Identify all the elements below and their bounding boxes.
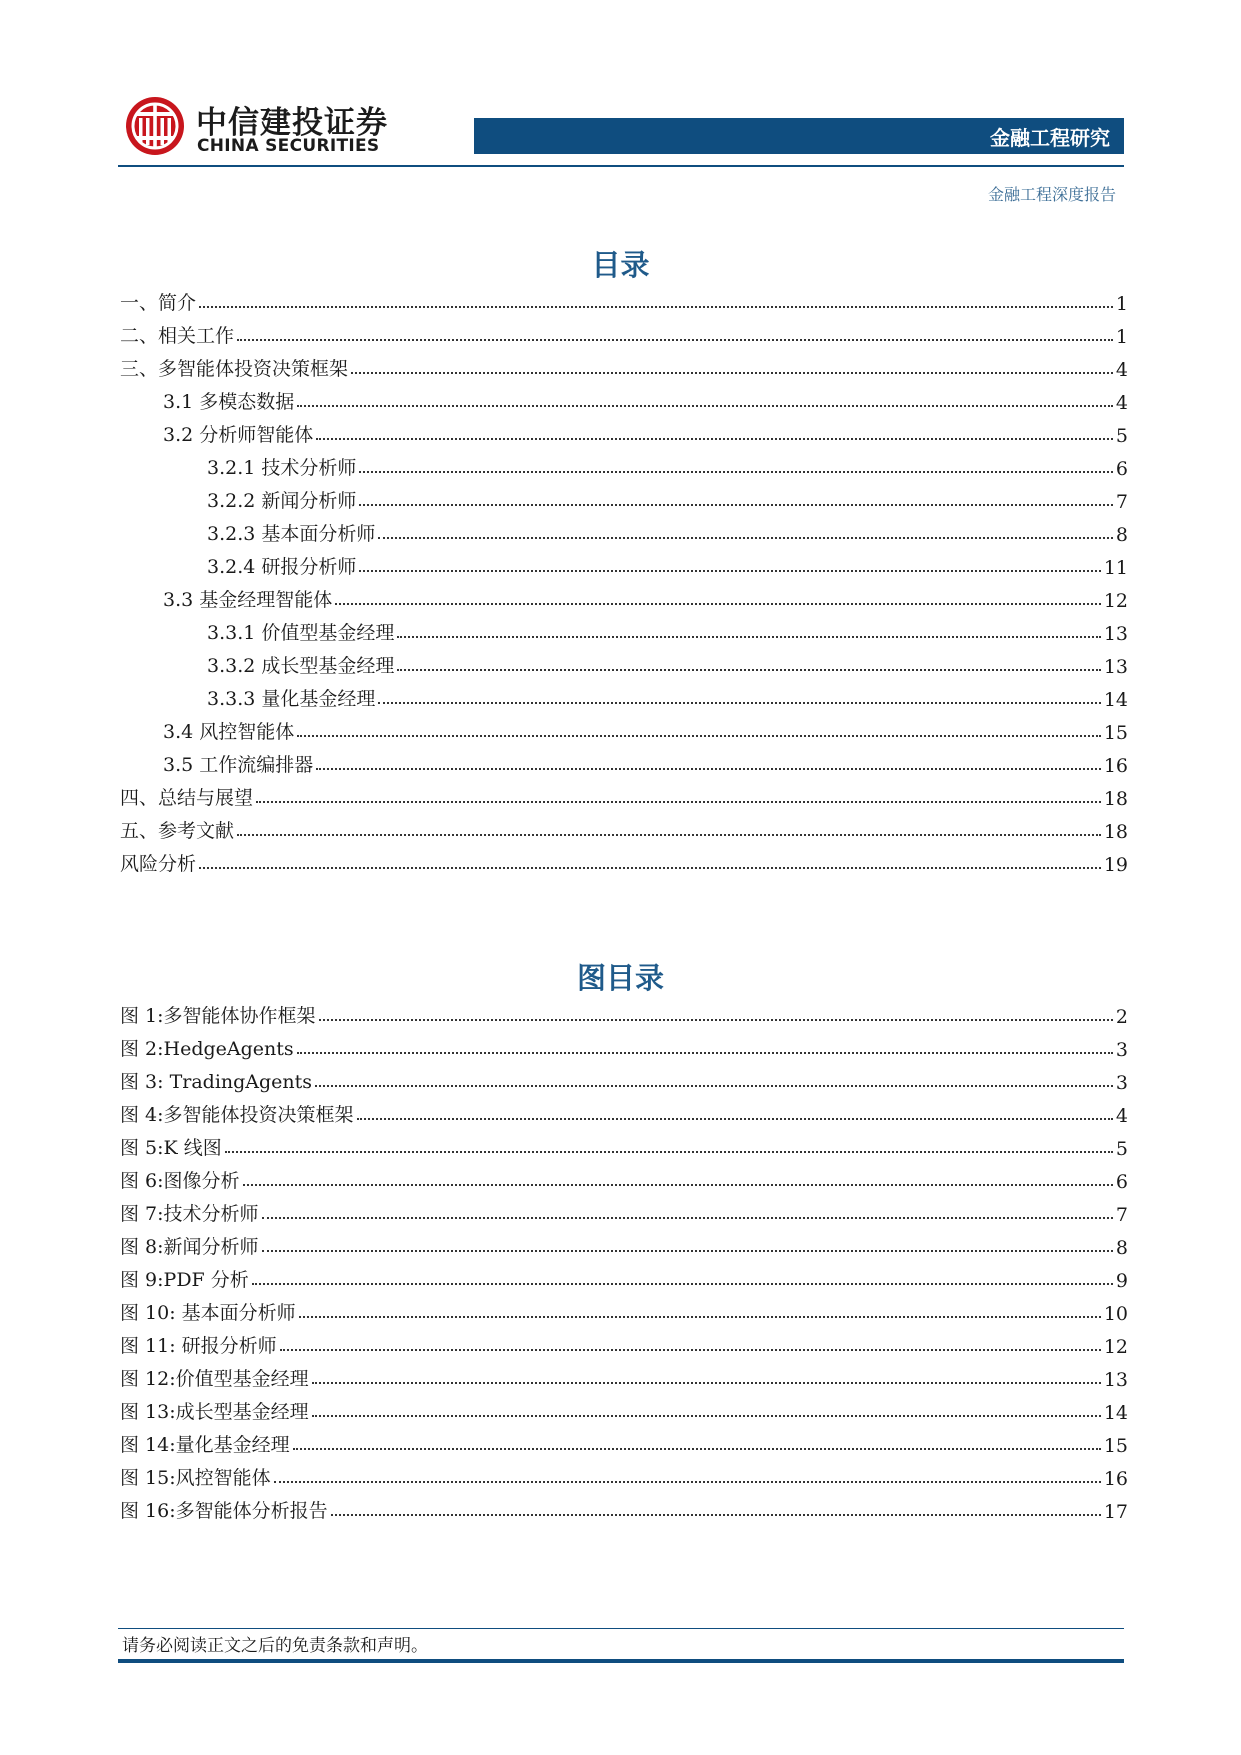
china-securities-logo-icon	[124, 95, 186, 157]
toc-entry-text: 四、总结与展望	[120, 787, 254, 809]
figure-entry-text: 图 3: TradingAgents	[120, 1071, 313, 1093]
figure-entry[interactable]	[120, 1160, 1128, 1193]
toc-entry-text: 3.3 基金经理智能体	[163, 589, 333, 611]
figure-entry[interactable]	[120, 1424, 1128, 1457]
figure-entry-text: 图 4:多智能体投资决策框架	[120, 1104, 354, 1126]
figure-entry-page-number: 3	[1115, 1072, 1128, 1094]
figure-entry[interactable]	[120, 1490, 1128, 1523]
toc-entry[interactable]	[120, 777, 1128, 810]
toc-entry[interactable]	[120, 282, 1128, 315]
logo-text-en: CHINA SECURITIES	[197, 136, 380, 156]
dot-leader	[252, 1283, 1113, 1285]
dot-leader	[378, 537, 1113, 539]
toc-entry-page-number: 18	[1103, 788, 1128, 810]
figure-entry-page-number: 3	[1115, 1039, 1128, 1061]
toc-entry-page-number: 18	[1103, 821, 1128, 843]
figure-entry-text: 图 16:多智能体分析报告	[120, 1500, 328, 1522]
figure-entry-text: 图 2:HedgeAgents	[120, 1038, 294, 1060]
dot-leader	[351, 372, 1113, 374]
dot-leader	[262, 1217, 1113, 1219]
footer-divider-bottom	[118, 1659, 1124, 1663]
figure-entry-page-number: 2	[1115, 1006, 1128, 1028]
figure-entry-page-number: 4	[1115, 1105, 1128, 1127]
dot-leader	[274, 1481, 1101, 1483]
dot-leader	[316, 768, 1101, 770]
toc-title: 目录	[591, 248, 650, 282]
toc-entry-text: 二、相关工作	[120, 325, 235, 347]
toc-entry-text: 三、多智能体投资决策框架	[120, 358, 349, 380]
toc-entry[interactable]	[120, 711, 1128, 744]
dot-leader	[256, 801, 1101, 803]
toc-entry-page-number: 11	[1103, 557, 1128, 579]
figure-entry-text: 图 11: 研报分析师	[120, 1335, 277, 1357]
dot-leader	[297, 1052, 1113, 1054]
figure-list	[120, 995, 1128, 1523]
toc-entry-text: 3.5 工作流编排器	[163, 754, 314, 776]
toc-entry-text: 五、参考文献	[120, 820, 235, 842]
dot-leader	[331, 1514, 1101, 1516]
dot-leader	[243, 1184, 1113, 1186]
company-logo	[124, 95, 424, 165]
toc-entry-page-number: 12	[1103, 590, 1128, 612]
toc-entry-page-number: 13	[1103, 656, 1128, 678]
figure-list-title: 图目录	[576, 961, 664, 995]
toc-entry-text: 3.2.3 基本面分析师	[207, 523, 376, 545]
dot-leader	[359, 471, 1113, 473]
toc-entry-text: 3.3.1 价值型基金经理	[207, 622, 395, 644]
dot-leader	[297, 735, 1101, 737]
figure-entry-page-number: 9	[1115, 1270, 1128, 1292]
figure-entry[interactable]	[120, 1028, 1128, 1061]
toc-entry[interactable]	[120, 546, 1128, 579]
toc-entry-page-number: 1	[1115, 293, 1128, 315]
figure-entry[interactable]	[120, 1292, 1128, 1325]
figure-entry-text: 图 13:成长型基金经理	[120, 1401, 309, 1423]
figure-entry-page-number: 8	[1115, 1237, 1128, 1259]
toc-entry-page-number: 7	[1115, 491, 1128, 513]
figure-entry-page-number: 7	[1115, 1204, 1128, 1226]
toc-entry[interactable]	[120, 612, 1128, 645]
dot-leader	[397, 669, 1100, 671]
dot-leader	[319, 1019, 1113, 1021]
toc-entry-page-number: 19	[1103, 854, 1128, 876]
dot-leader	[335, 603, 1101, 605]
figure-entry-page-number: 14	[1103, 1402, 1128, 1424]
figure-entry[interactable]	[120, 1457, 1128, 1490]
toc-entry-text: 3.2.1 技术分析师	[207, 457, 357, 479]
toc-entry[interactable]	[120, 480, 1128, 513]
toc-entry-page-number: 8	[1115, 524, 1128, 546]
toc-entry-text: 3.3.2 成长型基金经理	[207, 655, 395, 677]
toc-entry-page-number: 5	[1115, 425, 1128, 447]
toc-entry-text: 3.2 分析师智能体	[163, 424, 314, 446]
dot-leader	[297, 405, 1113, 407]
figure-entry-text: 图 9:PDF 分析	[120, 1269, 249, 1291]
toc-entry[interactable]	[120, 645, 1128, 678]
toc-entry[interactable]	[120, 579, 1128, 612]
dot-leader	[199, 306, 1113, 308]
dot-leader	[378, 702, 1100, 704]
toc-entry-page-number: 4	[1115, 359, 1128, 381]
figure-entry-text: 图 5:K 线图	[120, 1137, 222, 1159]
toc-entry-page-number: 13	[1103, 623, 1128, 645]
figure-entry[interactable]	[120, 1193, 1128, 1226]
logo-text-cn: 中信建投证券	[196, 105, 388, 141]
figure-entry-page-number: 6	[1115, 1171, 1128, 1193]
figure-entry-page-number: 16	[1103, 1468, 1128, 1490]
figure-entry-text: 图 7:技术分析师	[120, 1203, 259, 1225]
figure-entry[interactable]	[120, 995, 1128, 1028]
figure-entry[interactable]	[120, 1259, 1128, 1292]
figure-entry[interactable]	[120, 1391, 1128, 1424]
toc-entry-text: 3.2.2 新闻分析师	[207, 490, 357, 512]
figure-entry-text: 图 1:多智能体协作框架	[120, 1005, 316, 1027]
figure-entry[interactable]	[120, 1358, 1128, 1391]
figure-entry-text: 图 14:量化基金经理	[120, 1434, 290, 1456]
dot-leader	[199, 867, 1101, 869]
toc-entry-page-number: 15	[1103, 722, 1128, 744]
figure-entry-text: 图 8:新闻分析师	[120, 1236, 259, 1258]
dot-leader	[359, 570, 1100, 572]
dot-leader	[293, 1448, 1101, 1450]
dot-leader	[225, 1151, 1113, 1153]
toc-entry-page-number: 16	[1103, 755, 1128, 777]
footer-disclaimer: 请务必阅读正文之后的免责条款和声明。	[122, 1636, 428, 1656]
toc-entry[interactable]	[120, 315, 1128, 348]
footer-divider-top	[118, 1628, 1124, 1629]
toc-entry-text: 3.3.3 量化基金经理	[207, 688, 376, 710]
toc-entry[interactable]	[120, 348, 1128, 381]
dot-leader	[359, 504, 1113, 506]
toc-entry[interactable]	[120, 744, 1128, 777]
toc-entry[interactable]	[120, 414, 1128, 447]
toc-entry[interactable]	[120, 381, 1128, 414]
figure-entry[interactable]	[120, 1127, 1128, 1160]
dot-leader	[237, 339, 1113, 341]
figure-entry[interactable]	[120, 1226, 1128, 1259]
figure-entry-page-number: 10	[1103, 1303, 1128, 1325]
toc-entry-text: 3.4 风控智能体	[163, 721, 295, 743]
figure-entry[interactable]	[120, 1061, 1128, 1094]
figure-entry-text: 图 6:图像分析	[120, 1170, 240, 1192]
dot-leader	[299, 1316, 1101, 1318]
figure-entry-text: 图 15:风控智能体	[120, 1467, 271, 1489]
toc-entry[interactable]	[120, 513, 1128, 546]
toc-list	[120, 282, 1128, 876]
toc-entry-page-number: 1	[1115, 326, 1128, 348]
dot-leader	[262, 1250, 1113, 1252]
toc-entry[interactable]	[120, 447, 1128, 480]
dot-leader	[316, 438, 1113, 440]
toc-entry-text: 一、简介	[120, 292, 197, 314]
dot-leader	[315, 1085, 1113, 1087]
figure-entry-page-number: 5	[1115, 1138, 1128, 1160]
toc-entry-page-number: 14	[1103, 689, 1128, 711]
header-category-bar	[474, 118, 1124, 154]
toc-entry-text: 风险分析	[120, 853, 197, 875]
figure-entry[interactable]	[120, 1325, 1128, 1358]
dot-leader	[312, 1415, 1101, 1417]
figure-entry-page-number: 15	[1103, 1435, 1128, 1457]
dot-leader	[237, 834, 1101, 836]
figure-entry-text: 图 12:价值型基金经理	[120, 1368, 309, 1390]
dot-leader	[280, 1349, 1101, 1351]
header-divider	[118, 165, 1124, 167]
figure-entry-page-number: 12	[1103, 1336, 1128, 1358]
figure-entry[interactable]	[120, 1094, 1128, 1127]
report-type-label: 金融工程深度报告	[987, 185, 1116, 204]
toc-entry-text: 3.2.4 研报分析师	[207, 556, 357, 578]
dot-leader	[397, 636, 1100, 638]
dot-leader	[357, 1118, 1113, 1120]
header-category-label: 金融工程研究	[990, 126, 1110, 150]
toc-entry[interactable]	[120, 810, 1128, 843]
toc-entry[interactable]	[120, 843, 1128, 876]
toc-entry-page-number: 6	[1115, 458, 1128, 480]
figure-entry-page-number: 13	[1103, 1369, 1128, 1391]
toc-entry-page-number: 4	[1115, 392, 1128, 414]
figure-entry-page-number: 17	[1103, 1501, 1128, 1523]
dot-leader	[312, 1382, 1101, 1384]
toc-entry-text: 3.1 多模态数据	[163, 391, 295, 413]
figure-entry-text: 图 10: 基本面分析师	[120, 1302, 296, 1324]
toc-entry[interactable]	[120, 678, 1128, 711]
